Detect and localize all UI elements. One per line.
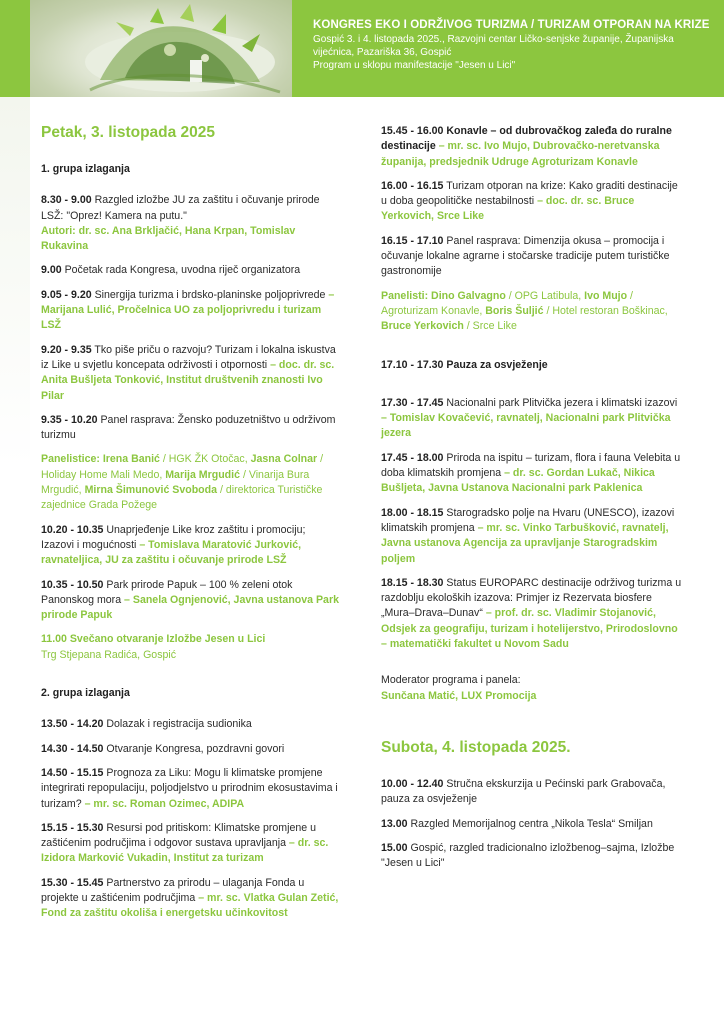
item-speakers: – prof. dr. sc. Vladimir Stojanović, Odsjek za geografiju, turizam i hotelijerstvo, Prirodoslovno – matematički fakultet u Novom Sadu	[381, 607, 678, 651]
program-item	[41, 742, 341, 757]
program-item	[41, 876, 341, 922]
item-time: 13.50 - 14.20	[41, 718, 104, 731]
item-time: 8.30 - 9.00	[41, 194, 92, 207]
panelist-name: Panelistice: Irena Banić	[41, 453, 160, 466]
item-speakers: – Sanela Ognjenović, Javna ustanova Park prirode Papuk	[41, 593, 339, 622]
item-text: Park prirode Papuk – 100 % zeleni otok Panonskog mora	[41, 578, 293, 606]
program-item	[381, 396, 686, 442]
header-illustration	[30, 0, 292, 97]
program-item	[41, 578, 341, 624]
panelist-name: Panelisti: Dino Galvagno	[381, 289, 506, 302]
program-item	[381, 179, 686, 225]
program-left-column	[41, 123, 341, 931]
program-item	[41, 717, 341, 732]
panelist-org: / Vinarija Bura Mrgudić,	[41, 468, 310, 497]
item-text: Početak rada Kongresa, uvodna riječ organizatora	[61, 264, 301, 277]
program-item	[41, 523, 341, 569]
program-item	[381, 451, 686, 497]
item-text: Panel rasprava: Žensko poduzetništvo u održivom turizmu	[41, 413, 336, 442]
item-text: Starogradsko polje na Hvaru (UNESCO), izazovi klimatskih promjena	[381, 506, 675, 534]
item-time: 17.30 - 17.45	[381, 396, 444, 409]
item-time: 18.15 - 18.30	[381, 576, 444, 589]
moderator-name: Sunčana Matić, LUX Promocija	[381, 689, 537, 702]
item-text: Panel rasprava: Dimenzija okusa – promocija i očuvanje lokalne agrarne i stočarske tradicije putem turističke gastronomije	[381, 234, 670, 278]
item-time: 16.15 - 17.10	[381, 234, 444, 247]
item-time: 15.15 - 15.30	[41, 821, 104, 834]
panelist-name: Bruce Yerkovich	[381, 320, 464, 333]
item-time: 15.30 - 15.45	[41, 876, 104, 889]
moderator-block	[381, 673, 686, 704]
item-time: 9.35 - 10.20	[41, 413, 98, 426]
item-time: 9.05 - 9.20	[41, 288, 92, 301]
item-speakers: – Tomislava Maratović Jurković, ravnateljica, JU za zaštitu i očuvanje prirode LSŽ	[41, 538, 302, 567]
program-item	[41, 343, 341, 404]
item-time: 13.00	[381, 817, 408, 830]
congress-venue: Gospić 3. i 4. listopada 2025., Razvojni centar Ličko-senjske županije, Županijska vijećnica, Pazariška 36, Gospić	[313, 34, 674, 58]
item-time: 9.00	[41, 264, 62, 277]
program-item	[41, 766, 341, 812]
item-text: Unaprjeđenje Like kroz zaštitu i promociju; Izazovi i mogućnosti	[41, 523, 306, 551]
moderator-label: Moderator programa i panela:	[381, 674, 521, 687]
panelist-name: Ivo Mujo	[584, 289, 628, 302]
item-text: Stručna ekskurzija u Pećinski park Grabovača, pauza za osvježenje	[381, 777, 666, 806]
item-text: Tko piše priču o razvoju? Turizam i lokalna iskustva iz Like u svjetlu koncepata održivosti i otpornosti	[41, 343, 336, 371]
item-text: Priroda na ispitu – turizam, flora i fauna Velebita u doba klimatskih promjena	[381, 451, 681, 480]
program-item-break	[381, 358, 686, 373]
panelist-org: / Srce Like	[463, 320, 517, 333]
program-item	[381, 841, 686, 872]
item-text: Turizam otporan na krize: Kako graditi destinacije u doba geopolitičke nestabilnosti	[381, 179, 678, 208]
item-speakers: – doc. dr. sc. Anita Bušljeta Tonković, Institut društvenih znanosti Ivo Pilar	[41, 358, 335, 402]
item-text: Sinergija turizma i brdsko-planinske poljoprivrede	[91, 288, 329, 301]
item-time: 14.50 - 15.15	[41, 766, 104, 779]
program-right-column	[381, 124, 686, 880]
item-speakers: – doc. dr. sc. Bruce Yerkovich, Srce Like	[381, 195, 635, 223]
item-time: 15.00	[381, 841, 408, 854]
header-text-block	[313, 18, 713, 73]
program-item	[41, 288, 341, 334]
item-text: Gospić, razgled tradicionalno izložbenog–sajma, Izložbe "Jesen u Lici"	[381, 841, 675, 870]
item-text: Dolazak i registracija sudionika	[103, 718, 252, 731]
spacer	[381, 661, 686, 673]
program-item-panel	[381, 234, 686, 335]
panelist-org: / direktorica Turističke zajednice Grada Požege	[41, 484, 323, 512]
panelists	[41, 452, 341, 513]
congress-program-note: Program u sklopu manifestacije "Jesen u Lici"	[313, 60, 516, 71]
program-item-panel	[41, 413, 341, 514]
item-text: Razgled Memorijalnog centra „Nikola Tesla“ Smiljan	[407, 817, 653, 830]
decorative-side-strip	[0, 97, 30, 1024]
item-time: 18.00 - 18.15	[381, 506, 444, 519]
item-time: 10.00 - 12.40	[381, 777, 444, 790]
item-time: 16.00 - 16.15	[381, 179, 444, 192]
item-text: Prognoza za Liku: Mogu li klimatske promjene integrirati repopulaciju, poljodjelstvo u prirodnim ekosustavima i turizam?	[41, 766, 338, 810]
item-time: 9.20 - 9.35	[41, 343, 92, 356]
program-item	[41, 263, 341, 278]
item-speakers: – dr. sc. Gordan Lukač, Nikica Bušljeta, Javna Ustanova Nacionalni park Paklenica	[381, 467, 655, 495]
item-text: Resursi pod pritiskom: Klimatske promjene u zaštićenim područjima i odgovor sustava upravljanja	[41, 821, 316, 850]
group-title-1: 1. grupa izlaganja	[41, 163, 130, 175]
item-text: Razgled izložbe JU za zaštitu i očuvanje prirode LSŽ: "Oprez! Kamera na putu."	[41, 194, 320, 222]
program-item-opening	[41, 632, 341, 663]
panelists	[381, 289, 686, 335]
program-item	[41, 821, 341, 867]
panelist-org: / Hotel restoran Boškinac,	[543, 304, 668, 317]
group-title-2: 2. grupa izlaganja	[41, 687, 130, 700]
item-title: Konavle – od dubrovačkog zaleđa do ruralne destinacije	[381, 125, 672, 153]
panelist-name: Marija Mrgudić	[165, 468, 240, 481]
item-speakers: – mr. sc. Vlatka Gulan Zetić, Fond za zaštitu okoliša i energetsku učinkovitost	[41, 891, 339, 920]
congress-title: KONGRES EKO I ODRŽIVOG TURIZMA / TURIZAM OTPORAN NA KRIZE	[313, 19, 710, 31]
item-text: Otvaranje Kongresa, pozdravni govori	[103, 742, 285, 755]
item-speakers: – mr. sc. Roman Ozimec, ADIPA	[84, 797, 245, 810]
panelist-name: Boris Šuljić	[485, 304, 544, 317]
item-speakers: – Marijana Lulić, Pročelnica UO za poljoprivredu i turizam LSŽ	[41, 288, 335, 332]
panelist-name: Jasna Colnar	[250, 453, 318, 466]
item-speakers: – Tomislav Kovačević, ravnatelj, Nacionalni park Plitvička jezera	[381, 412, 671, 440]
item-speakers: – mr. sc. Vinko Tarbušković, ravnatelj, Javna ustanova Agencija za upravljanje Starogradskim poljem	[381, 521, 669, 565]
opening-title: 11.00 Svečano otvaranje Izložbe Jesen u Lici	[41, 633, 266, 646]
program-item	[381, 124, 686, 170]
item-text: Status EUROPARC destinacije održivog turizma u razdoblju ekoloških izazova: Primjer iz Rezervata biosfere „Mura–Drava–Dunav“	[381, 576, 682, 620]
leaf-splash-illustration	[30, 0, 292, 97]
item-text: Nacionalni park Plitvička jezera i klimatski izazovi	[443, 396, 678, 409]
day-title-friday: Petak, 3. listopada 2025	[41, 124, 216, 141]
item-time: 14.30 - 14.50	[41, 742, 104, 755]
program-item	[41, 193, 341, 254]
panelist-org: / OPG Latibula,	[505, 289, 585, 302]
item-speakers: – mr. sc. Ivo Mujo, Dubrovačko-neretvanska županija, predsjednik Udruge Agroturizam Konavle	[381, 140, 660, 168]
item-time: 17.45 - 18.00	[381, 451, 444, 464]
item-time: 10.20 - 10.35	[41, 523, 104, 536]
panelist-org: / HGK ŽK Otočac,	[159, 453, 251, 466]
program-item	[381, 576, 686, 652]
opening-place: Trg Stjepana Radića, Gospić	[41, 648, 177, 661]
break-title: 17.10 - 17.30 Pauza za osvježenje	[381, 358, 548, 371]
panelist-org: / Holiday Home Mali Medo,	[41, 453, 324, 481]
item-time: 15.45 - 16.00	[381, 125, 444, 137]
program-item	[381, 506, 686, 567]
panelist-name: Mirna Šimunović Svoboda	[84, 484, 218, 497]
program-item	[381, 777, 686, 808]
item-speakers: – dr. sc. Izidora Marković Vukadin, Institut za turizam	[41, 837, 329, 865]
item-time: 10.35 - 10.50	[41, 578, 104, 591]
panelist-org: / Agroturizam Konavle,	[381, 289, 633, 317]
day-title-saturday: Subota, 4. listopada 2025.	[381, 738, 571, 756]
item-text: Partnerstvo za prirodu – ulaganja Fonda u projekte u zaštićenim područjima	[41, 876, 305, 904]
program-item	[381, 817, 686, 832]
item-speakers: Autori: dr. sc. Ana Brkljačić, Hana Krpan, Tomislav Rukavina	[41, 224, 296, 253]
